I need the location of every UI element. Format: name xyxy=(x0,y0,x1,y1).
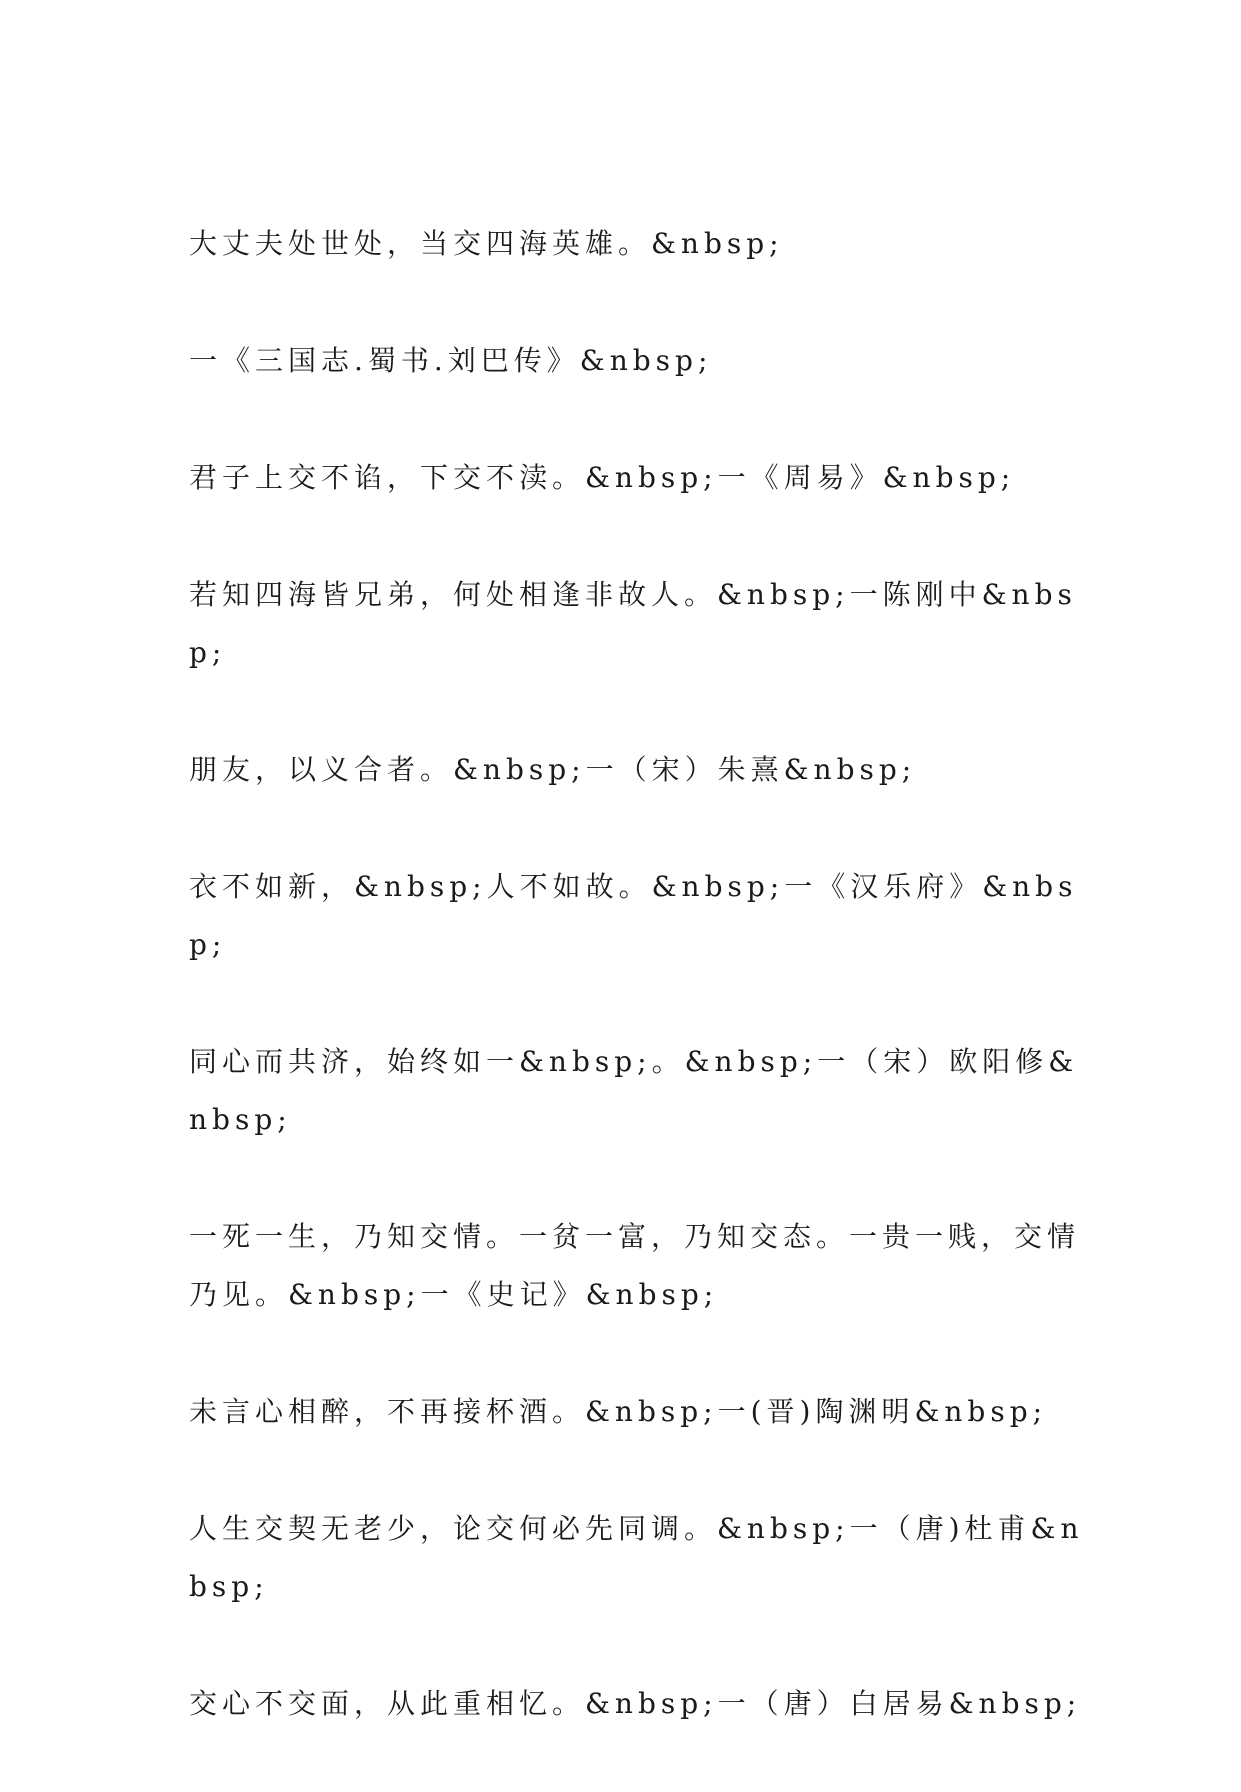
paragraph-8: 一死一生，乃知交情。一贫一富，乃知交态。一贵一贱，交情乃见。&nbsp;一《史记》&nbsp; xyxy=(189,1220,1081,1311)
paragraph-7: 同心而共济，始终如一&nbsp;。&nbsp;一（宋）欧阳修&nbsp; xyxy=(189,1045,1079,1136)
paragraph-11: 交心不交面，从此重相忆。&nbsp;一（唐）白居易&nbsp; xyxy=(189,1687,1082,1720)
paragraph-5: 朋友，以义合者。&nbsp;一（宋）朱熹&nbsp; xyxy=(189,753,917,786)
paragraph-4: 若知四海皆兄弟，何处相逢非故人。&nbsp;一陈刚中&nbsp; xyxy=(189,578,1077,669)
paragraph-6: 衣不如新，&nbsp;人不如故。&nbsp;一《汉乐府》&nbsp; xyxy=(189,870,1078,961)
paragraph-1: 大丈夫处世处，当交四海英雄。&nbsp; xyxy=(189,227,784,260)
paragraph-9: 未言心相醉，不再接杯酒。&nbsp;一(晋)陶渊明&nbsp; xyxy=(189,1395,1048,1428)
paragraph-10: 人生交契无老少，论交何必先同调。&nbsp;一（唐)杜甫&nbsp; xyxy=(189,1512,1084,1603)
paragraph-3: 君子上交不谄，下交不渎。&nbsp;一《周易》&nbsp; xyxy=(189,461,1016,494)
paragraph-2: 一《三国志.蜀书.刘巴传》&nbsp; xyxy=(189,344,713,377)
document-body xyxy=(189,215,1089,1792)
